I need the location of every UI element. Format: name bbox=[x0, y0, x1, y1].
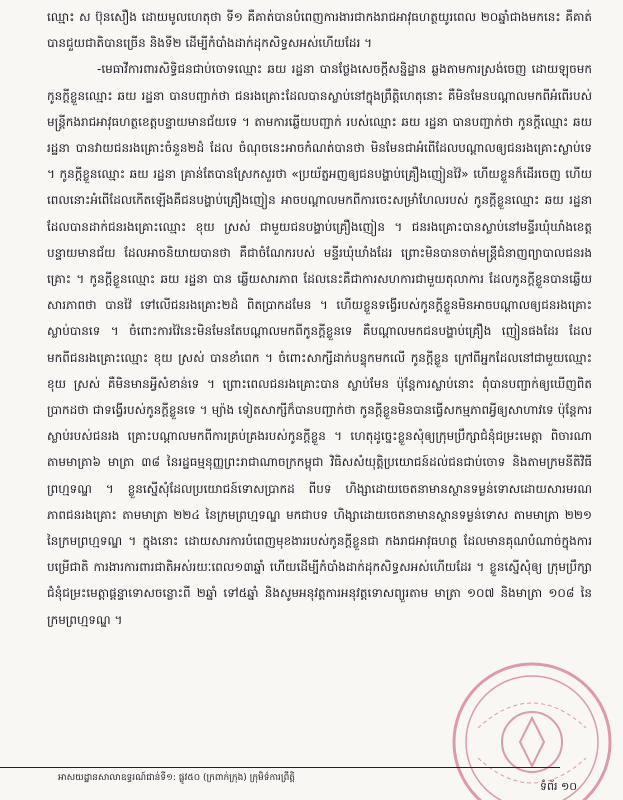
page-number: ទំព័រ ១០ bbox=[540, 780, 578, 793]
document-body bbox=[47, 4, 592, 633]
official-seal-stamp bbox=[448, 658, 616, 800]
footer-divider bbox=[0, 767, 560, 768]
paragraph-defense-argument: -មេធាវីការពារសិទ្ធិជនជាប់ចោទឈ្មោះ ឆយ រដ្ឋនា បានថ្លែងសេចក្តីសន្និដ្ឋាន ឆ្លងតាមការស្រង់ចេញ ដោយឡុចមក កូនក្តីខ្លួនឈ្មោះ ឆយ រដ្ឋនា បានបញ្ជាក់ថា ជនរងគ្រោះដែលបានស្លាប់នៅក្នុងព្រឹត្តិហេតុនោះ គឺមិនមែនបណ្តាលមកពីអំពើរបស់មន្ត្រីកងរាជអាវុធហត្ថខេត្តបន្ទាយមានជ័យទេ ។ តាមការឆ្លើយបញ្ជាក់ របស់ឈ្មោះ ឆយ រដ្ឋនា បានបញ្ជាក់ថា កូនក្តីឈ្មោះ ឆយ រដ្ឋនា បានវាយជនរងគ្រោះចំនួន២ដំ ដែល ចំណុចនេះអាចកំណត់បានថា មិនមែនជាអំពើដែលបណ្តាលឲ្យជនរងគ្រោះស្លាប់ទេ ។ កូនក្តីខ្លួនឈ្មោះ ឆយ រដ្ឋនា គ្រាន់តែបានស្រែកសួរថា «ប្រយ័ត្នអញឲ្យជនបង្ហាប់គ្រឿងញៀនវ៉ៃ» ហើយខ្លួនក៏ដើរចេញ ហើយពេលនោះអំពើដែលកើតឡើងគឺជនបង្ហាប់គ្រឿងញៀន អាចបណ្តាលមកពីការចេះសម្រាំហែលរបស់ កូនក្តីខ្លួនឈ្មោះ ឆយ រដ្ឋនា ដែលបានដាក់ជនរងគ្រោះឈ្មោះ ខុយ ស្រស់ ជាមួយជនបង្ហាប់គ្រឿងញៀន ។ ជនរងគ្រោះបានស្លាប់នៅមន្ទីរឃុំឃាំងខេត្តបន្ទាយមានជ័យ ដែលអាចនិយាយបានថា គឺជាចំណែករបស់ មន្ទីរឃុំឃាំងដែរ ព្រោះមិនបានចាត់មន្ត្រីជំនាញព្យាបាលជនរងគ្រោះ ។ កូនក្តីខ្លួនឈ្មោះ ឆយ រដ្ឋនា បាន ឆ្លើយសារភាព ដែលនេះគឺជាការសហការជាមួយតុលាការ ដែលកូនក្តីខ្លួនបានឆ្លើយសារភាពថា បានវ៉ៃ ទៅលើជនរងគ្រោះ២ដំ ពិតប្រាកដមែន ។ ហើយខ្លួនទង្វើរបស់កូនក្តីខ្លួនមិនអាចបណ្តាលឲ្យជនរងគ្រោះ ស្លាប់បានទេ ។ ចំពោះការវ៉ៃនេះមិនមែនតែបណ្តាលមកពីកូនក្តីខ្លួនទេ គឺបណ្តាលមកជនបង្ហាប់គ្រឿង ញៀនផងដែរ ដែលមកពីជនរងគ្រោះឈ្មោះ ខុយ ស្រស់ បានខាំពេក ។ ចំពោះសាក្សីដាក់បន្ទុកមកលើ កូនក្តីខ្លួន ក្រៅពីអ្នកដែលនៅជាមួយឈ្មោះ ខុយ ស្រស់ គឺមិនមានអ្វីសំខាន់ទេ ។ ព្រោះពេលជនរងគ្រោះបាន ស្លាប់មែន ប៉ុន្តែការស្លាប់នោះ ពុំបានបញ្ជាក់ឲ្យឃើញពិតប្រាកដថា ជាទង្វើរបស់កូនក្តីខ្លួនទេ ។ ម្យ៉ាង ទៀតសាក្សីក៏បានបញ្ជាក់ថា កូនក្តីខ្លួនមិនបានធ្វើសកម្មភាពអ្វីឲ្យសាហាវទេ ប៉ុន្តែការស្លាប់របស់ជនរង គ្រោះបណ្តាលមកពីការគ្រប់គ្រងរបស់កូនក្តីខ្លួន ។ ហេតុដូច្នេះខ្លួនសុំឲ្យក្រុមប្រឹក្សាជំនុំជម្រះមេត្តា ពិចារណា តាមមាត្រា៦ មាត្រា ៣៨ នៃរដ្ឋធម្មនុញ្ញព្រះរាជាណាចក្រកម្ពុជា វិធិសសំយុត្តិប្រយោជន៍ដល់ជនជាប់ចោទ និងតាមក្រមនីតិវិធីព្រហ្មទណ្ឌ ។ ខ្លួនស្នើសុំដែលប្រយោជន៍ទោសប្រាកដ ពីបទ ហិង្សាដោយចេតនាមានស្ថានទម្ងន់ទោសដោយសារមរណភាពជនរងគ្រោះ តាមមាត្រា ២២៤ នៃក្រមព្រហ្មទណ្ឌ មកជាបទ ហិង្សាដោយចេតនាមានស្ថានទម្ងន់ទោស តាមមាត្រា ២២១ នៃក្រមព្រហ្មទណ្ឌ ។ ក្នុងនោះ ដោយសារការបំពេញមុខងាររបស់កូនក្តីខ្លួនជា កងរាជអាវុធហត្ថ ដែលមានគុណបំណាច់ក្នុងការបម្រើជាតិ ការងារការពារជាតិអស់រយៈពេល១៣ឆ្នាំ ហើយដើម្បីកំបាំងដាក់ដុកសិទ្ធសអស់ហើយដែរ ។ ខ្លួនស្នើសុំឲ្យ ក្រុមប្រឹក្សាជំនុំជម្រះមេត្តាផ្តន្ទាទោសចន្លោះពី ២ឆ្នាំ ទៅ៥ឆ្នាំ និងសូមអនុវត្តការអនុវត្តទោសព្យួរតាម មាត្រា ១០៧ និងមាត្រា ១០៨ នៃក្រមព្រហ្មទណ្ឌ ។ bbox=[47, 62, 592, 627]
paragraph-continuation: ឈ្មោះ ស ប៊ុនសឿង ដោយមូលហេតុថា ទី១ គឺគាត់បានបំពេញការងារជាកងរាជអាវុធហត្ថយូរពេល ២០ឆ្នាំជាងមកនេះ គឺគាត់បានជួយជាតិបានច្រើន និងទី២ ដើម្បីកំបាំងដាក់ដុកសិទ្ធសអស់ហើយដែរ ។ bbox=[47, 10, 592, 51]
footer-address: អាសយដ្ឋានសាលាឧទ្ធរណ៍ជាន់ទី១: ផ្លូវ៥០ (ក្រពាក់ក្រុង) ក្រុមិទ៌ការព្រឹត្តិ bbox=[58, 773, 296, 783]
